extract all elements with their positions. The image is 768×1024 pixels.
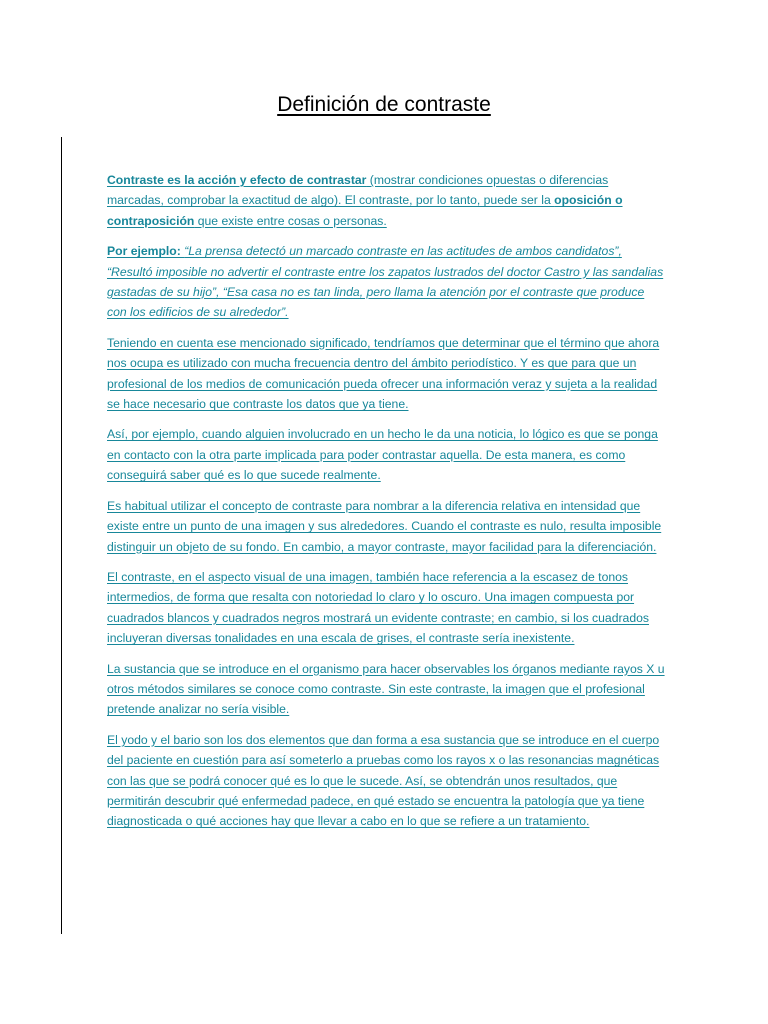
paragraph-6[interactable]: El contraste, en el aspecto visual de una imagen, también hace referencia a la escasez de tonos intermedios, de forma que resalta con notoriedad lo claro y lo oscuro. Una imagen compuesta por cuadrados blancos y cuadrados negros mostrará un evidente contraste; en cambio, si los cuadrados incluyeran diversas tonalidades en una escala de grises, el contraste sería inexistente.: [107, 569, 649, 646]
paragraph-1-lead: Contraste es la acción y efecto de contrastar: [107, 173, 367, 187]
document-body: [107, 170, 667, 842]
page-title: Definición de contraste: [277, 93, 491, 116]
paragraph-7[interactable]: La sustancia que se introduce en el organismo para hacer observables los órganos mediante rayos X u otros métodos similares se conoce como contraste. Sin este contraste, la imagen que el profesional pretende analizar no sería visible.: [107, 661, 665, 717]
paragraph-1-emphasis: oposición o contraposición: [107, 193, 623, 228]
paragraph-4[interactable]: Así, por ejemplo, cuando alguien involucrado en un hecho le da una noticia, lo lógico es que se ponga en contacto con la otra parte implicada para poder contrastar aquella. De esta manera, es como conseguirá saber qué es lo que sucede realmente.: [107, 427, 658, 483]
paragraph-3[interactable]: Teniendo en cuenta ese mencionado significado, tendríamos que determinar que el término que ahora nos ocupa es utilizado con mucha frecuencia dentro del ámbito periodístico. Y es que para que un profesional de los medios de comunicación pueda ofrecer una información veraz y sujeta a la realidad se hace necesario que contraste los datos que ya tiene.: [107, 335, 660, 412]
paragraph-1-end: que existe entre cosas o personas.: [194, 213, 387, 228]
margin-line: [61, 137, 62, 934]
paragraph-5[interactable]: Es habitual utilizar el concepto de contraste para nombrar a la diferencia relativa en intensidad que existe entre un punto de una imagen y sus alrededores. Cuando el contraste es nulo, resulta imposible distinguir un objeto de su fondo. En cambio, a mayor contraste, mayor facilidad para la diferenciación.: [107, 498, 662, 554]
paragraph-8[interactable]: El yodo y el bario son los dos elementos que dan forma a esa sustancia que se introduce en el cuerpo del paciente en cuestión para así someterlo a pruebas como los rayos x o las resonancias magnéticas con las que se podrá conocer qué es lo que le sucede. Así, se obtendrán unos resultados, que permitirán descubrir qué enfermedad padece, en qué estado se encuentra la patología que ya tiene diagnosticada o qué acciones hay que llevar a cabo en lo que se refiere a un tratamiento.: [107, 732, 660, 829]
paragraph-1-text: (mostrar condiciones opuestas o diferencias marcadas, comprobar la exactitud de algo). El contraste, por lo tanto, puede ser la: [107, 173, 609, 208]
paragraph-2[interactable]: [107, 241, 667, 323]
paragraph-2-examples: “La prensa detectó un marcado contraste en las actitudes de ambos candidatos”, “Resultó imposible no advertir el contraste entre los zapatos lustrados del doctor Castro y las sandalias gastadas de su hijo”, “Esa casa no es tan linda, pero llama la atención por el contraste que produce con los edificios de su alrededor”.: [107, 244, 664, 320]
paragraph-1[interactable]: [107, 170, 667, 231]
paragraph-2-lead: Por ejemplo:: [107, 244, 185, 259]
